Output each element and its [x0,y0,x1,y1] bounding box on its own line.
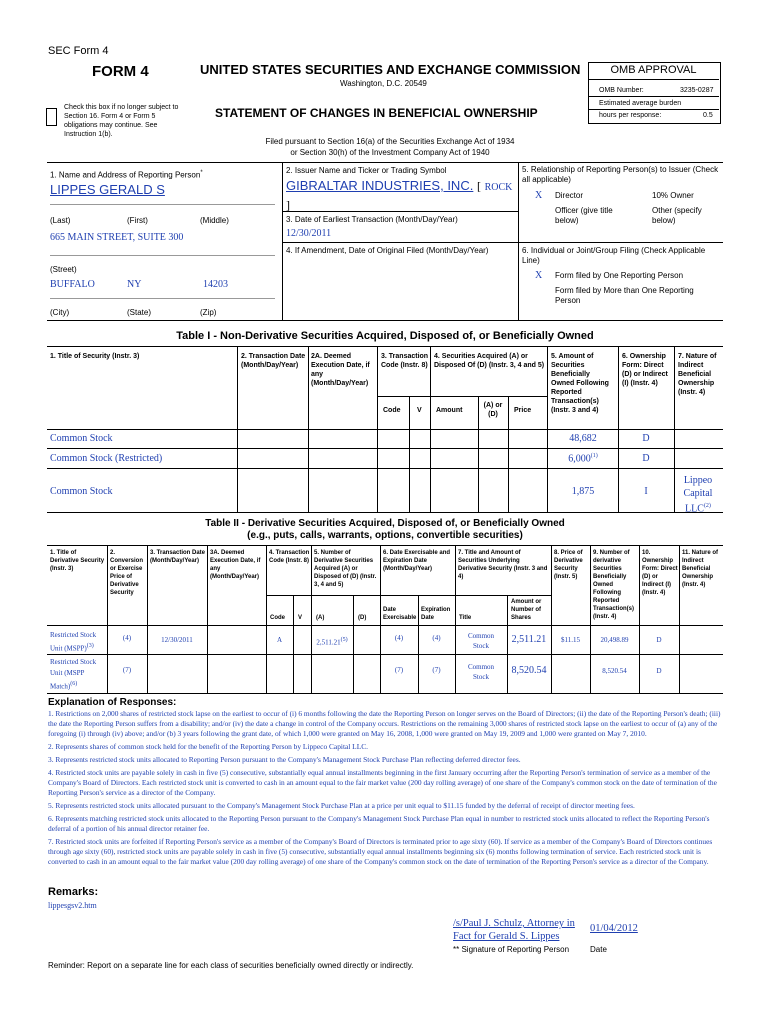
reporting-person-name[interactable]: LIPPES GERALD S [50,182,165,197]
box6-label: 6. Individual or Joint/Group Filing (Check Applicable Line) [522,246,706,265]
signature-value: /s/Paul J. Schulz, Attorney in Fact for Gerald S. Lippes [453,918,575,942]
director-mark: X [535,190,543,201]
t2-row1-owned: 20,498.89 [600,636,629,644]
t2-h1: 1. Title of Derivative Security (Instr. 3) [50,550,105,572]
filing-mark: X [535,270,543,281]
t2-h9: 9. Number of derivative Securities Beneficially Owned Following Reported Transaction(s) (Instr. 4) [593,550,635,620]
ten-percent-option[interactable]: 10% Owner [652,191,694,200]
footnote-5: 5. Represents restricted stock units allocated pursuant to the Company's Management Stock Purchase Plan at a price per unit equal to $11.15 funded by the deferral of receipt of director meeting fees. [48,801,635,810]
t2-sub-date-ex: Date Exercisable [383,607,417,621]
t1-sub-amount: Amount [436,407,463,414]
table-row: Common Stock [50,486,113,497]
reminder-text: Reminder: Report on a separate line for each class of securities beneficially owned directly or indirectly. [48,961,414,970]
t1-h5: 5. Amount of Securities Beneficially Owned Following Reported Transaction(s) (Instr. 3 and 4) [551,353,609,414]
t2-row2-conv: (7) [122,666,132,674]
t2-h11: 11. Nature of Indirect Beneficial Ownership (Instr. 4) [682,550,719,588]
t2-h2: 2. Conversion or Exercise Price of Derivative Security [110,550,144,596]
box3-label: 3. Date of Earliest Transaction (Month/Day/Year) [286,215,458,224]
t1-h3: 3. Transaction Code (Instr. 8) [381,353,429,369]
t2-h3a: 3A. Deemed Execution Date, if any (Month/Day/Year) [210,550,261,580]
state-value: NY [127,279,142,290]
t2-h3: 3. Transaction Date (Month/Day/Year) [150,550,206,564]
t2-sub-title: Title [459,615,472,621]
footnote-2: 2. Represents shares of common stock held for the benefit of the Reporting Person by Lippeco Capital LLC. [48,742,368,751]
agency-title: UNITED STATES SECURITIES AND EXCHANGE COMMISSION [200,62,581,77]
omb-number-value: 3235-0287 [680,87,714,94]
date-label: Date [590,945,607,954]
t2-sub-a: (A) [316,615,325,621]
t2-sub-amount: Amount or Number of Shares [511,599,542,621]
filed-pursuant-1: Filed pursuant to Section 16(a) of the Securities Exchange Act of 1934 [265,137,515,146]
t1-row3-form: I [644,486,648,497]
t2-row1-date: 12/30/2011 [161,636,193,644]
omb-hours-value: 0.5 [703,112,713,119]
footnote-4: 4. Restricted stock units are payable solely in cash in five (5) consecutive, substantially equal annual installments beginning in the first January occurring after the Reporting Person's termination of service as a member of the Company's Board of Directors. Each restricted stock unit is converted to cash in an amount equal to the fair market value (200 day rolling average) of one share of the Company's common stock on the date of termination of the Reporting Person's service as a director of the Company. [48,768,717,797]
t1-sub-code: Code [383,407,401,414]
footnote-1: 1. Restrictions on 2,000 shares of restricted stock lapse on the earliest to occur of (i) 6 months following the date the Reporting Person on longer serves on the Board of Directors; (ii) the date of the Reporting Person's death; (iii) the date the Reporting Person suffers from a disability; and/or (iv) the date a change in control of the Company occurs. Restrictions on the remaining 3,000 shares of restricted stock lapse on the earliest to occur of (a) any of the foregoing (i) through (iv) above; and/or (b) 3 years following the grant date, of which 1,000 were granted on May 16, 2008, 1,000 were granted on May 19, 2009 and 1,000 were granted on May 7, 2010. [48,709,721,738]
footnote-6: 6. Represents matching restricted stock units allocated to the Reporting Person pursuant to the Company's Management Stock Purchase Plan equal in number to restricted stock units allocated to reflect the Reporting Person's deferral of a portion of his annual director retainer fee. [48,814,710,833]
explanation-title: Explanation of Responses: [48,697,177,708]
t1-h2a: 2A. Deemed Execution Date, if any (Month/Day/Year) [311,353,370,387]
t1-row3-amount: 1,875 [571,486,595,497]
table1-title: Table I - Non-Derivative Securities Acquired, Disposed of, or Beneficially Owned [176,330,594,342]
first-label: (First) [127,216,148,225]
zip-label: (Zip) [200,308,217,317]
officer-option[interactable]: Officer (give title below) [555,206,613,225]
table-row: Common Stock [50,433,113,444]
table-row: Restricted Stock Unit (MSPP Match)$^{(6)}$ [50,658,97,691]
form-number: FORM 4 [92,63,149,80]
t2-h8: 8. Price of Derivative Security (Instr. 5) [554,550,583,580]
city-value: BUFFALO [50,279,95,290]
t2-row2-amount: 8,520.54 [511,665,547,676]
last-label: (Last) [50,216,71,225]
box2-label: 2. Issuer Name and Ticker or Trading Symbol [286,166,447,175]
sec-form-label: SEC Form 4 [48,45,109,57]
table-row: Common Stock (Restricted) [50,453,163,464]
t2-sub-v: V [298,615,303,621]
t1-sub-ad: (A) or (D) [483,402,503,418]
state-label: (State) [127,308,152,317]
city-label: (City) [50,308,70,317]
t2-row2-underlying: Common Stock [467,663,495,681]
footnote-3: 3. Represents restricted stock units allocated to Reporting Person pursuant to the Company's Management Stock Purchase Plan reflecting deferred director fees. [48,755,521,764]
omb-burden-label: Estimated average burden [599,100,682,107]
checkbox-text: Check this box if no longer subject to Section 16. Form 4 or Form 5 obligations may continue. See Instruction 1(b). [64,104,179,138]
table2-title: Table II - Derivative Securities Acquired, Disposed of, or Beneficially Owned [205,518,565,529]
t2-sub-d: (D) [358,615,367,621]
t1-row3-nature: Lippeo Capital LLC$^{(2)}$ [683,475,713,515]
t2-row2-ex: (7) [394,666,404,674]
t2-h10: 10. Ownership Form: Direct (D) or Indirect (I) (Instr. 4) [642,550,678,596]
t2-row2-exp: (7) [432,666,441,674]
t2-row2-owned: 8,520.54 [602,667,627,675]
box4-label: 4. If Amendment, Date of Original Filed (Month/Day/Year) [286,246,489,255]
remarks-title: Remarks: [48,886,99,898]
zip-value: 14203 [203,279,228,290]
t1-row1-amount: 48,682 [569,433,597,444]
t2-row1-exp: (4) [432,634,441,642]
omb-title: OMB APPROVAL [588,62,719,80]
t2-h6: 6. Date Exercisable and Expiration Date (Month/Day/Year) [383,550,451,572]
no-longer-subject-checkbox[interactable] [46,108,57,126]
box5-label: 5. Relationship of Reporting Person(s) to Issuer (Check all applicable) [522,165,719,184]
t2-row1-conv: (4) [122,634,132,642]
t1-row2-form: D [642,453,650,464]
t1-sub-price: Price [514,407,532,414]
remarks-text: lippesgsv2.htm [48,901,97,910]
table-row: Restricted Stock Unit (MSPP)$^{(3)}$ [50,631,97,653]
t2-row1-amount: 2,511.21 [511,634,547,645]
t1-h6: 6. Ownership Form: Direct (D) or Indirect (I) (Instr. 4) [622,353,668,387]
explanation-notes [48,709,723,870]
signature-date: 01/04/2012 [590,923,638,934]
t1-h1: 1. Title of Security (Instr. 3) [50,353,140,360]
omb-hours-label: hours per response: [599,112,662,119]
t2-row1-code: A [276,636,283,644]
t2-h7: 7. Title and Amount of Securities Underlying Derivative Security (Instr. 3 and 4) [458,550,548,580]
t2-h4: 4. Transaction Code (Instr. 8) [269,550,310,564]
one-reporting-person-option[interactable]: Form filed by One Reporting Person [555,271,684,280]
issuer-name-link[interactable]: GIBRALTAR INDUSTRIES, INC. [286,178,474,193]
footnote-7: 7. Restricted stock units are forfeited if Reporting Person's service as a member of the Company's Board of Directors is terminated prior to age sixty (60). If service as a member of the Company's Board of Directors continues through age sixty (60), restricted stock units are payable solely in cash in five (5) consecutive, substantially equal annual installments beginning six (6) months following termination of service. Each restricted stock unit is converted to cash in an amount equal to the fair market value (200 day rolling average) of one share of the Company's common stock on the date of termination of the Reporting Person's service as a director of the Company. [48,837,713,866]
t1-h4: 4. Securities Acquired (A) or Disposed Of (D) (Instr. 3, 4 and 5) [434,353,545,369]
ticker-symbol: ROCK [484,182,513,193]
t2-row1-form: D [656,636,662,644]
t2-row2-form: D [656,667,662,675]
filed-pursuant-2: or Section 30(h) of the Investment Company Act of 1940 [290,148,490,157]
street-value: 665 MAIN STREET, SUITE 300 [50,232,184,243]
table2-subtitle: (e.g., puts, calls, warrants, options, convertible securities) [247,530,523,541]
earliest-transaction-date: 12/30/2011 [286,228,332,239]
statement-title: STATEMENT OF CHANGES IN BENEFICIAL OWNERSHIP [215,106,538,120]
t2-row1-price: $11.15 [561,636,580,644]
t1-h7: 7. Nature of Indirect Beneficial Ownership (Instr. 4) [678,353,717,396]
issuer-line: GIBRALTAR INDUSTRIES, INC. [ ROCK ] [286,178,513,212]
t2-sub-code: Code [270,615,285,621]
t1-sub-v: V [417,407,422,414]
other-option[interactable]: Other (specify below) [652,206,702,225]
t1-row1-form: D [642,433,650,444]
t2-row1-underlying: Common Stock [467,632,495,650]
t2-row1-ex: (4) [394,634,404,642]
more-reporting-persons-option[interactable]: Form filed by More than One Reporting Person [555,286,694,305]
street-label: (Street) [50,265,77,274]
t2-row1-a: 2,511.21$^{(5)}$ [316,637,348,647]
middle-label: (Middle) [200,216,229,225]
t2-h5: 5. Number of Derivative Securities Acquired (A) or Disposed of (D) (Instr. 3, 4 and 5) [314,550,377,588]
t1-h2: 2. Transaction Date (Month/Day/Year) [241,353,306,369]
box1-label: 1. Name and Address of Reporting Person* [50,170,203,180]
signature-label: ** Signature of Reporting Person [453,945,570,954]
director-option[interactable]: Director [555,191,584,200]
t2-sub-exp: Expiration Date [421,607,451,621]
agency-location: Washington, D.C. 20549 [340,79,427,88]
omb-number-label: OMB Number: [599,87,644,94]
t1-row2-amount: 6,000$^{(1)}$ [568,453,598,465]
